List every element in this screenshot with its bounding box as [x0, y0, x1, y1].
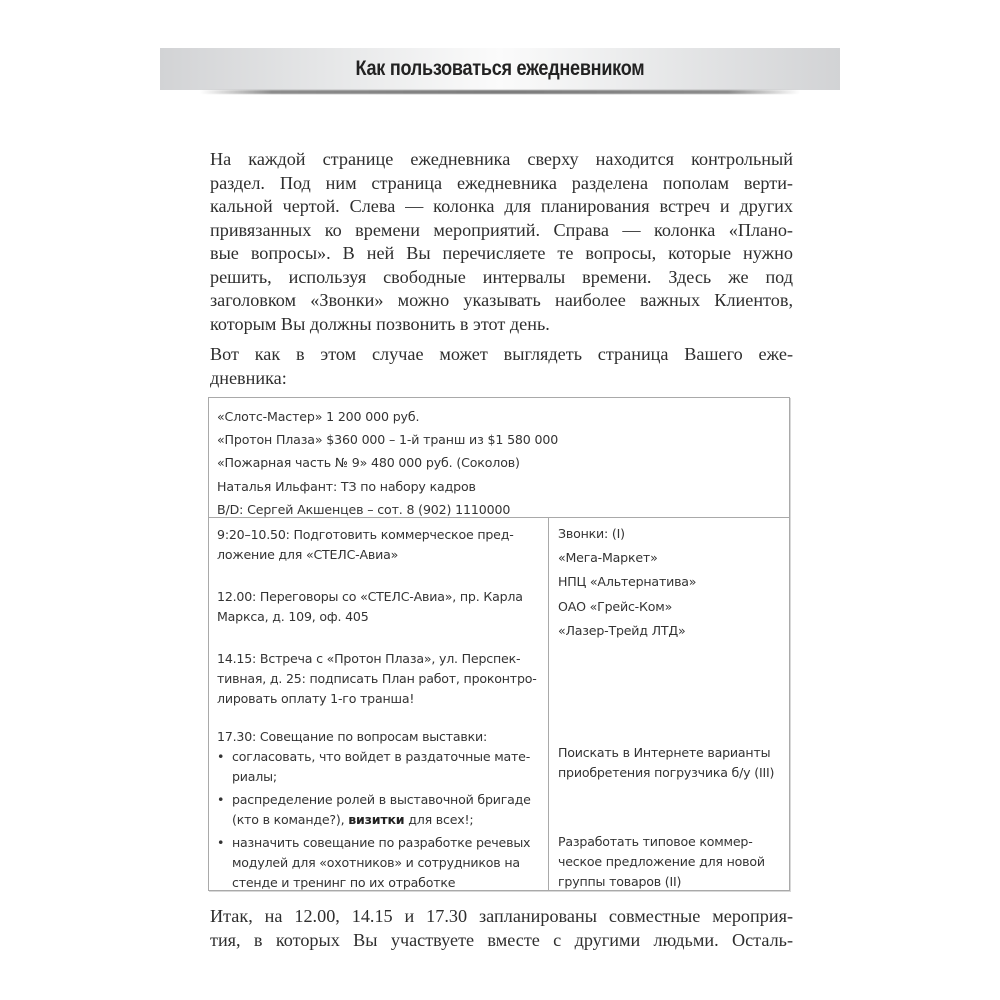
text-line: лировать оплату 1-го транша! — [217, 691, 415, 706]
text-line: На каждой странице ежедневника сверху находится контрольный — [210, 149, 793, 169]
call-item: ОАО «Грейс-Ком» — [558, 598, 673, 614]
text-line: приобретения погрузчика б/у (III) — [558, 765, 775, 780]
bullet-item — [217, 747, 539, 787]
meeting-heading: 17.30: Совещание по вопросам выставки: — [217, 729, 488, 744]
text-line: распределение ролей в выставочной бригаде — [232, 792, 531, 807]
schedule-entry — [217, 525, 514, 565]
schedule-entry — [217, 649, 537, 709]
text-segment: для всех!; — [404, 812, 474, 827]
text-line: Итак, на 12.00, 14.15 и 17.30 запланированы совместные мероприя- — [210, 906, 793, 926]
control-entry: B/D: Сергей Акшенцев – сот. 8 (902) 1110000 — [217, 501, 511, 517]
intro-paragraph — [210, 148, 793, 336]
text-line: заголовком «Звонки» можно указывать наиболее важных Клиентов, — [210, 290, 793, 310]
text-line: тия, в которых Вы участвуете вместе с другими людьми. Осталь- — [210, 929, 793, 950]
text-line: ческое предложение для новой — [558, 854, 765, 869]
schedule-entry-meeting — [217, 727, 539, 893]
schedule-column — [209, 518, 549, 890]
text-line: которым Вы должны позвонить в этот день. — [210, 313, 550, 334]
text-line: Разработать типовое коммер- — [558, 834, 753, 849]
text-segment: (кто в команде?), — [232, 812, 349, 827]
text-line: 14.15: Встреча с «Протон Плаза», ул. Перспек- — [217, 651, 521, 666]
text-line: кальной чертой. Слева — колонка для планирования встреч и других — [210, 196, 793, 216]
control-section — [209, 398, 789, 518]
text-line: 12.00: Переговоры со «СТЕЛС-Авиа», пр. Карла — [217, 589, 523, 604]
bullet-item — [217, 833, 539, 893]
text-line: Вот как в этом случае может выглядеть страница Вашего еже- — [210, 344, 793, 364]
control-entry: «Пожарная часть № 9» 480 000 руб. (Соколов) — [217, 455, 520, 471]
planner-page-example — [208, 397, 790, 891]
planned-issues-column — [549, 518, 789, 890]
text-line: вые вопросы». В ней Вы перечисляете те вопросы, которые нужно — [210, 243, 793, 263]
text-line: риалы; — [232, 769, 277, 784]
text-line: раздел. Под ним страница ежедневника разделена пополам верти- — [210, 172, 793, 193]
text-line — [232, 810, 539, 830]
chapter-title: Как пользоваться ежедневником — [355, 57, 645, 80]
text-line: модулей для «охотников» и сотрудников на — [232, 855, 520, 870]
calls-heading: Звонки: (I) — [558, 526, 625, 541]
control-entry: «Протон Плаза» $360 000 – 1-й транш из $1 580 000 — [217, 432, 559, 448]
text-line: назначить совещание по разработке речевых — [232, 835, 531, 850]
emphasis-business-cards: визитки — [348, 812, 405, 827]
schedule-entry — [217, 587, 523, 627]
text-line: 9:20–10.50: Подготовить коммерческое пред- — [217, 527, 514, 542]
text-line: Маркса, д. 109, оф. 405 — [217, 609, 369, 624]
bullet-item — [217, 790, 539, 830]
call-item: НПЦ «Альтернатива» — [558, 574, 697, 590]
control-entry: Наталья Ильфант: ТЗ по набору кадров — [217, 478, 476, 494]
text-line: привязанных ко времени мероприятий. Справа — колонка «Плано- — [210, 219, 793, 240]
text-line: решить, используя свободные интервалы времени. Здесь же под — [210, 266, 793, 287]
text-line: ложение для «СТЕЛС-Авиа» — [217, 547, 399, 562]
text-line: тивная, д. 25: подписать План работ, проконтро- — [217, 671, 537, 686]
task-item — [558, 743, 774, 783]
header-shadow-divider — [200, 90, 800, 94]
text-line: Поискать в Интернете варианты — [558, 745, 771, 760]
calls-list — [558, 522, 696, 643]
chapter-header — [160, 48, 840, 90]
call-item: «Лазер-Трейд ЛТД» — [558, 622, 686, 638]
text-line: дневника: — [210, 367, 287, 388]
bullet-icon: • — [217, 792, 225, 807]
task-item — [558, 832, 765, 892]
call-item: «Мега-Маркет» — [558, 550, 658, 566]
lead-in-paragraph — [210, 343, 793, 390]
text-line: группы товаров (II) — [558, 874, 682, 889]
control-entry: «Слотс-Мастер» 1 200 000 руб. — [217, 409, 420, 424]
bullet-icon: • — [217, 835, 225, 850]
bullet-icon: • — [217, 749, 225, 764]
text-line: согласовать, что войдет в раздаточные мате- — [232, 749, 531, 764]
text-line: стенде и тренинг по их отработке — [232, 875, 456, 890]
conclusion-paragraph — [210, 905, 793, 952]
